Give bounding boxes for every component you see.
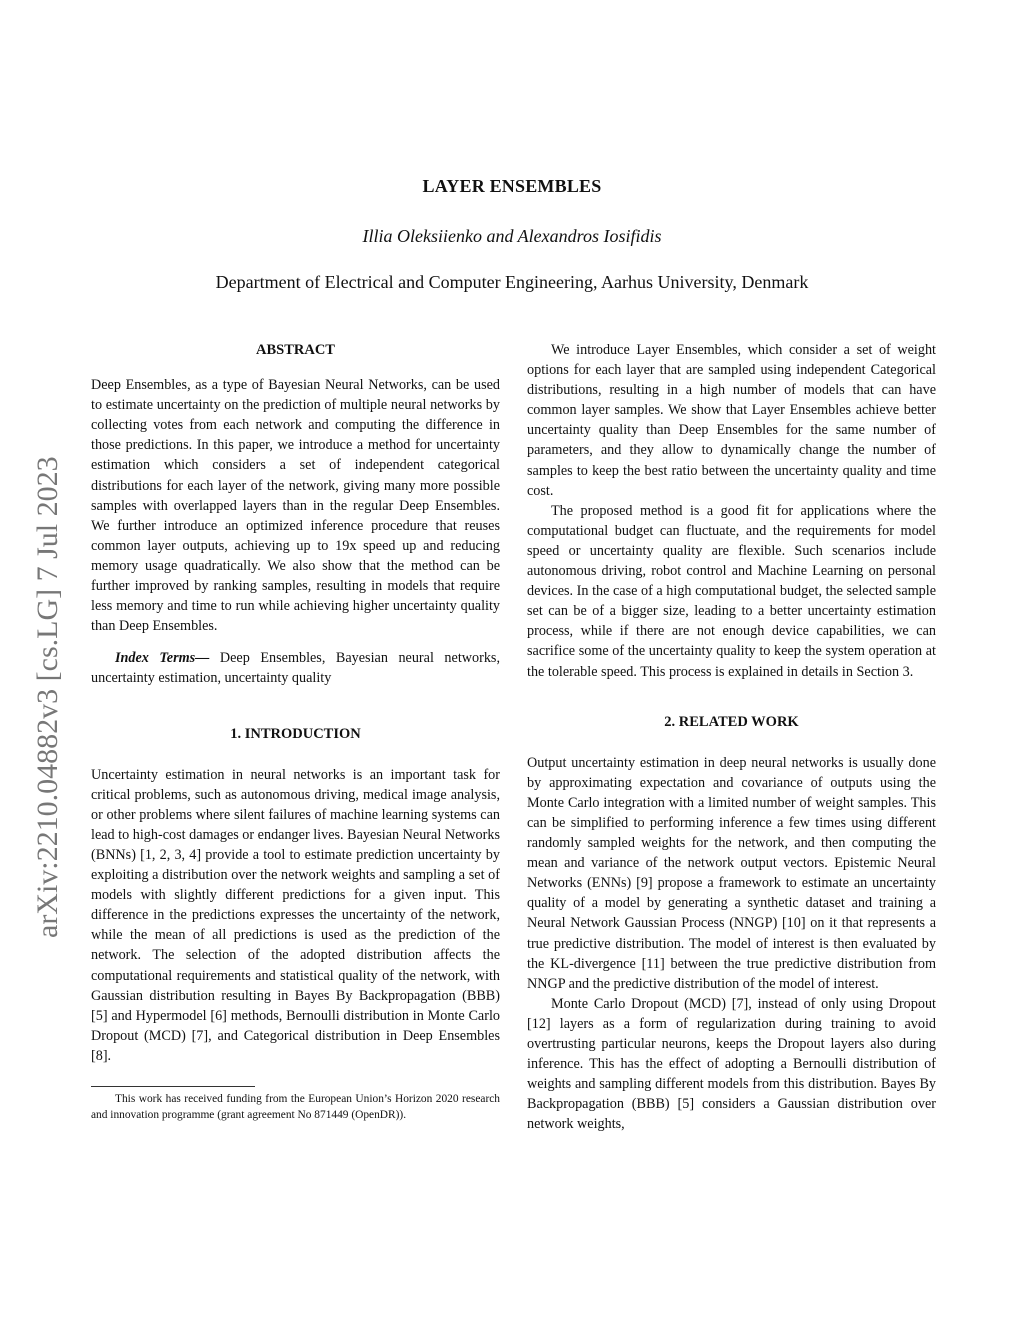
abstract-text: Deep Ensembles, as a type of Bayesian Neural Networks, can be used to estimate uncertainty on the prediction of multiple neural networks by collecting votes from each network and computing the difference in those predictions. In this paper, we introduce a method for uncertainty estimation which considers a set of independent categorical distributions for each layer of the network, giving many more possible samples with overlapped layers than in the regular Deep Ensembles. We further introduce an optimized inference procedure that reuses common layer outputs, achieving up to 19x speed up and reducing memory usage quadratically. We also show that the method can be further improved by ranking samples, resulting in models that require less memory and time to run while achieving higher uncertainty quality than Deep Ensembles. [91, 377, 500, 635]
related-work-heading: 2. RELATED WORK [664, 713, 799, 730]
introduction-paragraph-1: Uncertainty estimation in neural networks is an important task for critical problems, such as autonomous driving, medical image analysis, or other problems where silent failures of machine learning systems can lead to high-cost damages or endanger lives. Bayesian Neural Networks (BNNs) [1, 2, 3, 4] provide a tool to estimate prediction uncertainty by exploiting a distribution over the network weights and sampling a set of models with slightly different predictions for a given input. This difference in the predictions expresses the uncertainty of the network, while the mean of all predictions is used as the prediction of the network. The selection of the adopted distribution affects the computational requirements and statistical quality of the network, with Gaussian distribution resulting in Bayes By Backpropagation (BBB) [5] and Hypermodel [6] methods, Bernoulli distribution in Monte Carlo Dropout (MCD) [7], and Categorical distribution in Deep Ensembles [8]. [91, 766, 500, 1064]
left-column [91, 340, 500, 1123]
index-terms-text: Deep Ensembles, Bayesian neural networks, uncertainty estimation, uncertainty quality [91, 650, 500, 687]
related-work-paragraph-1: Output uncertainty estimation in deep neural networks is usually done by approximating expectation and covariance of outputs using the Monte Carlo integration with a limited number of weight samples. This can be simplified to performing inference a few times using different randomly sampled weights for the network, and then computing the mean and variance of the network output vectors. Epistemic Neural Networks (ENNs) [9] propose a framework to estimate an uncertainty quality of a model by generating a synthetic dataset and training a Neural Network Gaussian Process (NNGP) [10] on it that represents a true predictive distribution. The model of interest is then evaluated by the KL-divergence [11] between the true predictive distribution from NNGP and the predictive distribution of the model of interest. [527, 754, 936, 992]
funding-footnote: This work has received funding from the European Union’s Horizon 2020 research and innovation programme (grant agreement No 871449 (OpenDR)). [91, 1093, 500, 1121]
footnote-divider [91, 1086, 255, 1087]
paper-authors: Illia Oleksiienko and Alexandros Iosifidis [362, 226, 662, 246]
paper-affiliation: Department of Electrical and Computer Engineering, Aarhus University, Denmark [215, 272, 809, 292]
index-terms [91, 648, 500, 688]
introduction-paragraph-2: We introduce Layer Ensembles, which consider a set of weight options for each layer that are sampled using independent Categorical distributions, resulting in a high number of models that can have common layer samples. We show that Layer Ensembles achieve better uncertainty quality than Deep Ensembles for the same number of parameters, and they allow to dynamically change the number of samples to keep the best ratio between the uncertainty quality and time cost. [527, 342, 936, 499]
right-column [527, 340, 936, 1134]
paper-title: LAYER ENSEMBLES [422, 176, 602, 196]
arxiv-stamp[interactable]: arXiv:2210.04882v3 [cs.LG] 7 Jul 2023 [31, 456, 64, 938]
related-work-paragraph-2: Monte Carlo Dropout (MCD) [7], instead of only using Dropout [12] layers as a form of regularization during training to avoid overtrusting particular neurons, keeps the Dropout layers also during inference. This has the effect of adopting a Bernoulli distribution of weights and sampling different models from this distribution. Bayes By Backpropagation (BBB) [5] considers a Gaussian distribution over network weights, [527, 995, 936, 1133]
abstract-heading: ABSTRACT [256, 342, 335, 358]
introduction-paragraph-3: The proposed method is a good fit for applications where the computational budget can fluctuate, and the requirements for model speed or uncertainty quality are flexible. Such scenarios include autonomous driving, robot control and Machine Learning on personal devices. In the case of a high computational budget, the selected sample set can be of a bigger size, leading to a better uncertainty estimation process, while if there are not enough device capabilities, we can sacrifice some of the uncertainty quality to keep the system operation at the tolerable speed. This process is explained in details in Section 3. [527, 502, 936, 680]
index-terms-label: Index Terms— [115, 650, 210, 667]
introduction-heading: 1. INTRODUCTION [230, 725, 361, 742]
